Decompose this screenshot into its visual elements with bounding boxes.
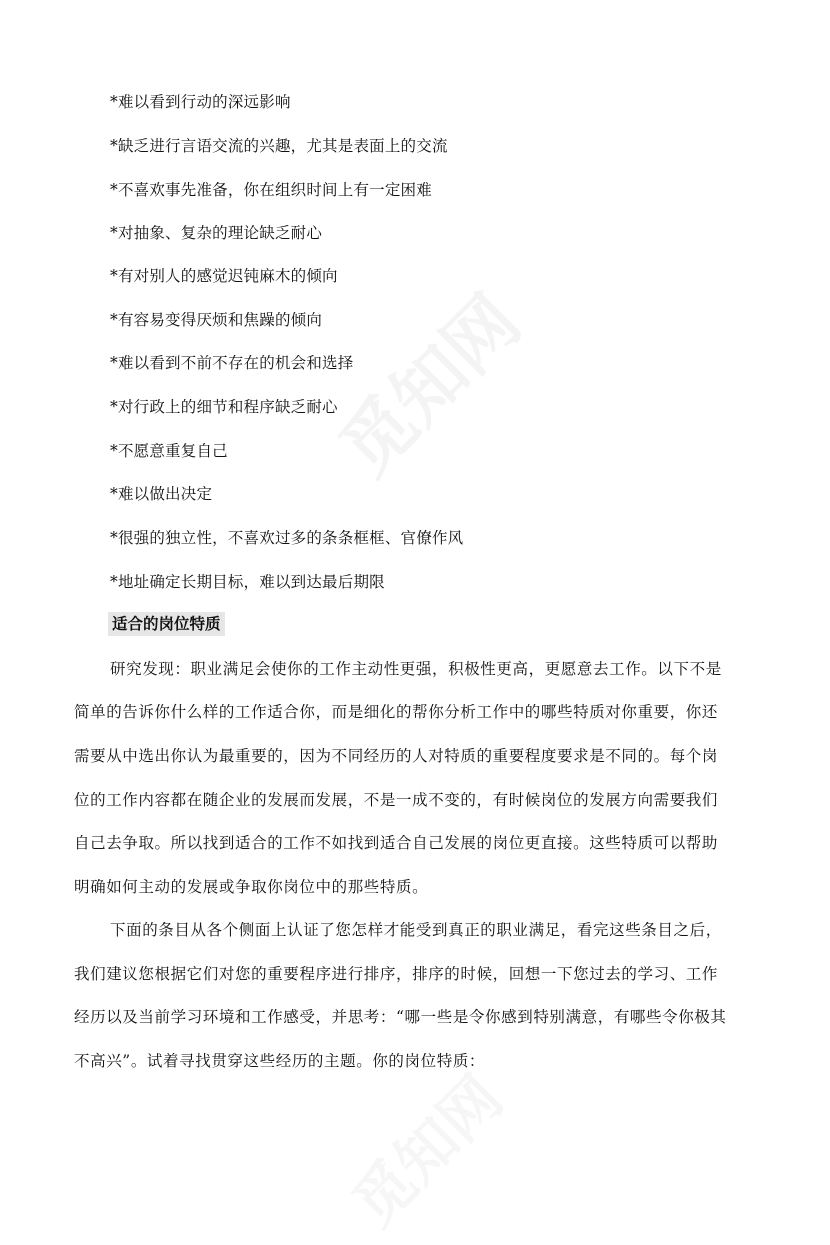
section-heading: 适合的岗位特质 xyxy=(108,612,225,636)
weakness-item: *地址确定长期目标，难以到达最后期限 xyxy=(110,573,385,591)
weakness-item: *很强的独立性，不喜欢过多的条条框框、官僚作风 xyxy=(110,529,464,547)
paragraph-line: 下面的条目从各个侧面上认证了您怎样才能受到真正的职业满足，看完这些条目之后， xyxy=(110,921,722,939)
weakness-item: *有容易变得厌烦和焦躁的倾向 xyxy=(110,311,323,329)
paragraph-line: 明确如何主动的发展或争取你岗位中的那些特质。 xyxy=(74,878,429,896)
weakness-item: *难以看到行动的深远影响 xyxy=(110,93,291,111)
paragraph-line: 位的工作内容都在随企业的发展而发展，不是一成不变的，有时候岗位的发展方向需要我们 xyxy=(74,791,719,809)
weakness-item: *缺乏进行言语交流的兴趣，尤其是表面上的交流 xyxy=(110,137,448,155)
paragraph-line: 需要从中选出你认为最重要的，因为不同经历的人对特质的重要程度要求是不同的。每个岗 xyxy=(74,747,719,765)
weakness-item: *对抽象、复杂的理论缺乏耐心 xyxy=(110,224,323,242)
paragraph-line: 不高兴”。试着寻找贯穿这些经历的主题。你的岗位特质： xyxy=(74,1052,486,1070)
weakness-item: *难以做出决定 xyxy=(110,485,213,503)
weakness-item: *不愿意重复自己 xyxy=(110,442,228,460)
paragraph-line: 研究发现：职业满足会使你的工作主动性更强，积极性更高，更愿意去工作。以下不是 xyxy=(110,660,722,678)
weakness-item: *对行政上的细节和程序缺乏耐心 xyxy=(110,398,338,416)
weakness-item: *难以看到不前不存在的机会和选择 xyxy=(110,354,354,372)
paragraph-line: 我们建议您根据它们对您的重要程序进行排序，排序的时候，回想一下您过去的学习、工作 xyxy=(74,965,719,983)
weakness-item: *不喜欢事先准备，你在组织时间上有一定困难 xyxy=(110,181,432,199)
paragraph-line: 简单的告诉你什么样的工作适合你，而是细化的帮你分析工作中的哪些特质对你重要，你还 xyxy=(74,703,719,721)
paragraph-line: 自己去争取。所以找到适合的工作不如找到适合自己发展的岗位更直接。这些特质可以帮助 xyxy=(74,834,719,852)
watermark xyxy=(299,254,561,516)
paragraph-line: 经历以及当前学习环境和工作感受，并思考：“哪一些是令你感到特别满意，有哪些令你极其 xyxy=(74,1008,727,1026)
weakness-item: *有对别人的感觉迟钝麻木的倾向 xyxy=(110,267,338,285)
